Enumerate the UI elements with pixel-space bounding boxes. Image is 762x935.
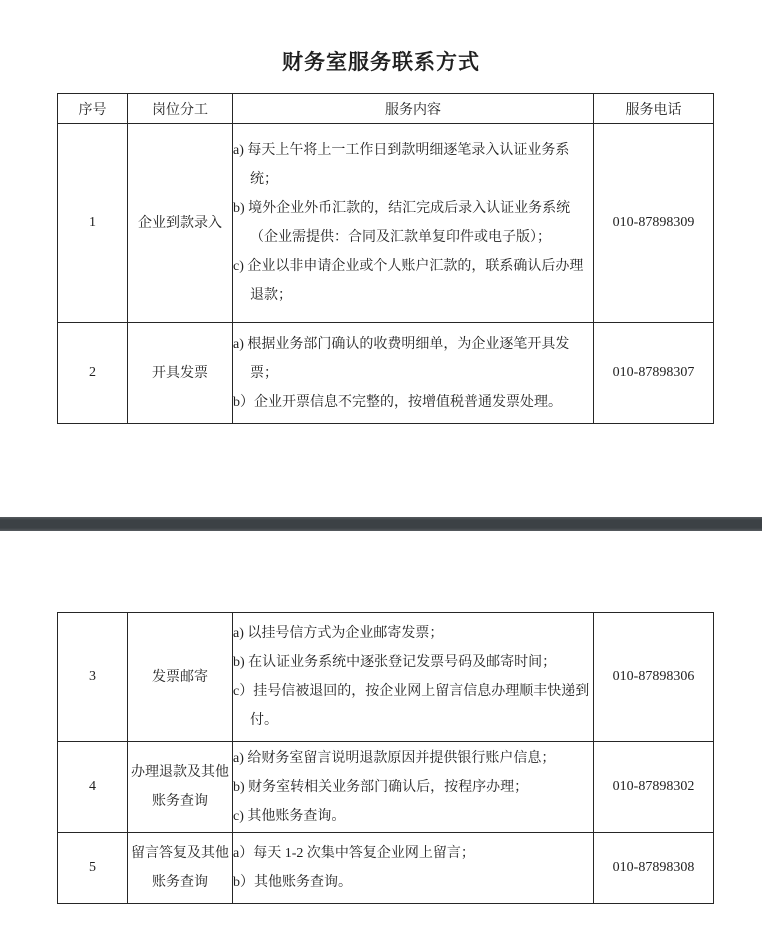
column-header-no: 序号 xyxy=(58,94,128,124)
cell-services xyxy=(233,613,594,742)
service-item: c) 企业以非申请企业或个人账户汇款的，联系确认后办理退款； xyxy=(233,259,584,303)
service-item: b）其他账务查询。 xyxy=(233,875,352,890)
cell-services xyxy=(233,742,594,833)
column-header-position: 岗位分工 xyxy=(128,94,233,124)
table-row xyxy=(58,124,714,323)
table-row xyxy=(58,833,714,904)
service-item: b) 在认证业务系统中逐张登记发票号码及邮寄时间； xyxy=(233,655,557,670)
cell-row-number: 2 xyxy=(58,323,128,424)
cell-services xyxy=(233,833,594,904)
cell-phone: 010-87898307 xyxy=(594,323,714,424)
cell-position: 企业到款录入 xyxy=(128,124,233,323)
service-item: c) 其他账务查询。 xyxy=(233,808,346,824)
service-item: a) 以挂号信方式为企业邮寄发票； xyxy=(233,626,444,641)
table-row xyxy=(58,323,714,424)
cell-phone: 010-87898309 xyxy=(594,124,714,323)
cell-phone: 010-87898306 xyxy=(594,613,714,742)
cell-phone: 010-87898302 xyxy=(594,742,714,833)
page-separator xyxy=(0,517,762,531)
service-item: a）每天 1-2 次集中答复企业网上留言； xyxy=(233,846,475,861)
service-item: a) 给财务室留言说明退款原因并提供银行账户信息； xyxy=(233,750,556,766)
cell-position: 发票邮寄 xyxy=(128,613,233,742)
column-header-services: 服务内容 xyxy=(233,94,594,124)
service-item: b) 财务室转相关业务部门确认后，按程序办理； xyxy=(233,779,529,795)
table-row xyxy=(58,613,714,742)
cell-position: 留言答复及其他账务查询 xyxy=(128,833,233,904)
cell-position: 办理退款及其他账务查询 xyxy=(128,742,233,833)
cell-services xyxy=(233,323,594,424)
cell-services xyxy=(233,124,594,323)
service-item: a) 每天上午将上一工作日到款明细逐笔录入认证业务系统； xyxy=(233,143,570,187)
cell-position: 开具发票 xyxy=(128,323,233,424)
table-row xyxy=(58,742,714,833)
page-title: 财务室服务联系方式 xyxy=(282,50,480,74)
column-header-phone: 服务电话 xyxy=(594,94,714,124)
cell-row-number: 3 xyxy=(58,613,128,742)
cell-row-number: 1 xyxy=(58,124,128,323)
cell-row-number: 5 xyxy=(58,833,128,904)
contact-table-page2 xyxy=(57,612,714,904)
service-item: c）挂号信被退回的，按企业网上留言信息办理顺丰快递到付。 xyxy=(233,684,590,728)
service-item: b) 境外企业外币汇款的，结汇完成后录入认证业务系统（企业需提供：合同及汇款单复印件或电子版）； xyxy=(233,201,571,245)
table-header-row xyxy=(58,94,714,124)
cell-row-number: 4 xyxy=(58,742,128,833)
contact-table-page1 xyxy=(57,93,714,424)
service-item: a) 根据业务部门确认的收费明细单，为企业逐笔开具发票； xyxy=(233,336,570,381)
service-item: b）企业开票信息不完整的，按增值税普通发票处理。 xyxy=(233,394,562,410)
cell-phone: 010-87898308 xyxy=(594,833,714,904)
